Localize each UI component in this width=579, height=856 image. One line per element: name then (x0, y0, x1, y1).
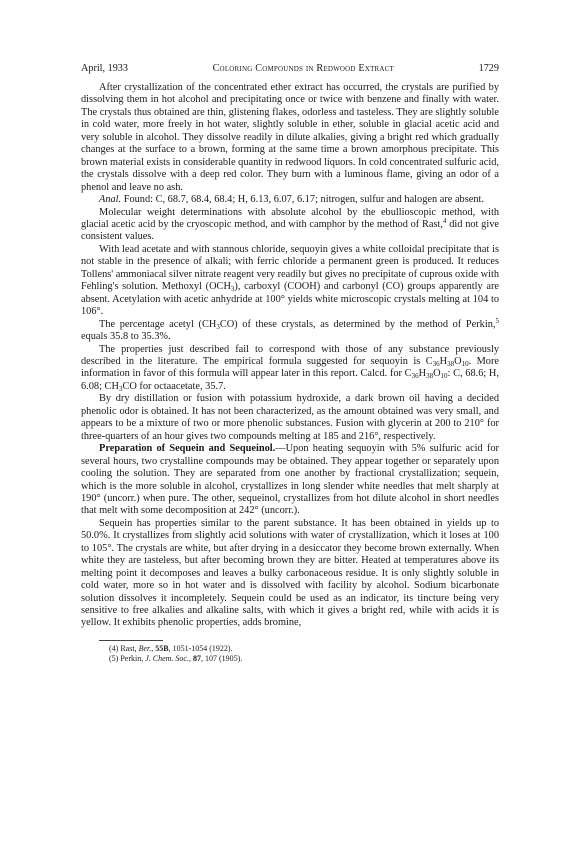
footnote-rule (99, 640, 163, 641)
paragraph-reactions: With lead acetate and with stannous chloride, sequoyin gives a white colloidal precipitate that is not stable in the presence of alkali; with ferric chloride a permanent green is produced. It reduces Tollens' ammoniacal silver nitrate reagent very readily but gives no precipitate of cuprous oxide with Fehling's solution. Methoxyl $(OCH_3)$, carboxyl (COOH) and carbonyl (CO) groups apparently are absent. Acetylation with acetic anhydride at 100° yields white microscopic crystals melting at 104 to 106°. (81, 243, 499, 318)
paragraph-molecular-weight: Molecular weight determinations with absolute alcohol by the ebullioscopic method, with glacial acetic acid by the cryoscopic method, and with camphor by the method of Rast,$^4$ did not give consistent values. (81, 206, 499, 243)
header-date: April, 1933 (81, 63, 128, 74)
reference-5: 5 (495, 316, 499, 325)
paragraph-preparation: Preparation of Sequein and Sequeinol.—Upon heating sequoyin with 5% sulfuric acid for several hours, two crystalline compounds may be obtained. They appear together or separately upon cooling the solution. They are separated from one another by fractional crystallization; sequein, which is the more soluble in alcohol, crystallizes in long slender white needles that melt sharply at 190° (uncorr.) when pure. The other, sequeinol, crystallizes from hot dilute alcohol in short needles that melt with some decomposition at 242° (uncorr.). (81, 443, 499, 517)
footnote-4: (4) Rast, Ber., 55B, 1051-1054 (1922). (109, 643, 233, 653)
analysis-label: Anal. (99, 194, 122, 206)
paragraph-distillation: By dry distillation or fusion with potassium hydroxide, a dark brown oil having a decided phenolic odor is obtained. It has not been characterized, as the amount obtained was very small, and appears to be a mixture of two or more phenolic substances. Fusion with glycerin at 200 to 210° for three-quarters of an hour gives two compounds melting at 185 and 216°, respectively. (81, 393, 499, 442)
paragraph-formula: The properties just described fail to correspond with those of any substance previously described in the literature. The empirical formula suggested for sequoyin is $C_{36}H_{38}O_{10}$. More information in favor of this formula will appear later in this report. Calcd. for $C_{36}H_{38}O_{10}$: C, 68.6; H, 6.08; $CH_3CO$ for octaacetate, 35.7. (81, 343, 500, 393)
journal-page (81, 63, 499, 664)
reference-4: 4 (442, 216, 447, 225)
running-header (81, 63, 499, 75)
paragraph-crystallization: After crystallization of the concentrated ether extract has occurred, the crystals are purified by dissolving them in hot alcohol and precipitating once or twice with benzene and finally with water. The crystals thus obtained are thin, glistening flakes, odorless and tasteless. They are slightly soluble in cold water, more freely in hot water, slightly soluble in ether, soluble in glacial acetic acid and very soluble in alcohol. They dissolve readily in dilute alkalies, giving a bright red which gradually changes at the surface to a brown, forming at the same time a brown amorphous precipitate. This brown material exists in considerable quantity in redwood liquors. In cold concentrated sulfuric acid, the crystals dissolve with a deep red color. They burn with a luminous flame, giving an odor of a phenol and leave no ash. (81, 82, 499, 193)
page-number: 1729 (478, 63, 499, 74)
paragraph-analysis: Anal. Found: C, 68.7, 68.4, 68.4; H, 6.13, 6.07, 6.17; nitrogen, sulfur and halogen are absent. (99, 194, 484, 206)
paragraph-sequein-properties: Sequein has properties similar to the parent substance. It has been obtained in yields up to 50.0%. It crystallizes from slightly acid solutions with water of crystallization, which it loses at 100 to 105°. The crystals are white, but after drying in a desiccator they become brown externally. When white they are tasteless, but after becoming brown they are bitter. Heated at temperatures above its melting point it decomposes and leaves a bulky carbonaceous residue. It is only slightly soluble in cold water, more so in hot water and is dissolved with facility by alcohol. Sodium bicarbonate solution dissolves it incompletely. Sequein could be used as an indicator, its tincture being very sensitive to free alkalies and alkaline salts, with which it gives a bright red, while with acids it is yellow. It exhibits phenolic properties, adds bromine, (81, 517, 499, 629)
section-heading: Preparation of Sequein and Sequeinol. (99, 443, 276, 455)
article-body (81, 82, 499, 630)
footnotes (81, 644, 499, 664)
footnote-5: (5) Perkin, J. Chem. Soc., 87, 107 (1905). (109, 653, 243, 663)
paragraph-acetyl: The percentage acetyl $(CH_3CO)$ of these crystals, as determined by the method of Perkin,$^5$ equals 35.8 to 35.3%. (81, 316, 499, 343)
header-title: Coloring Compounds in Redwood Extract (212, 63, 395, 74)
